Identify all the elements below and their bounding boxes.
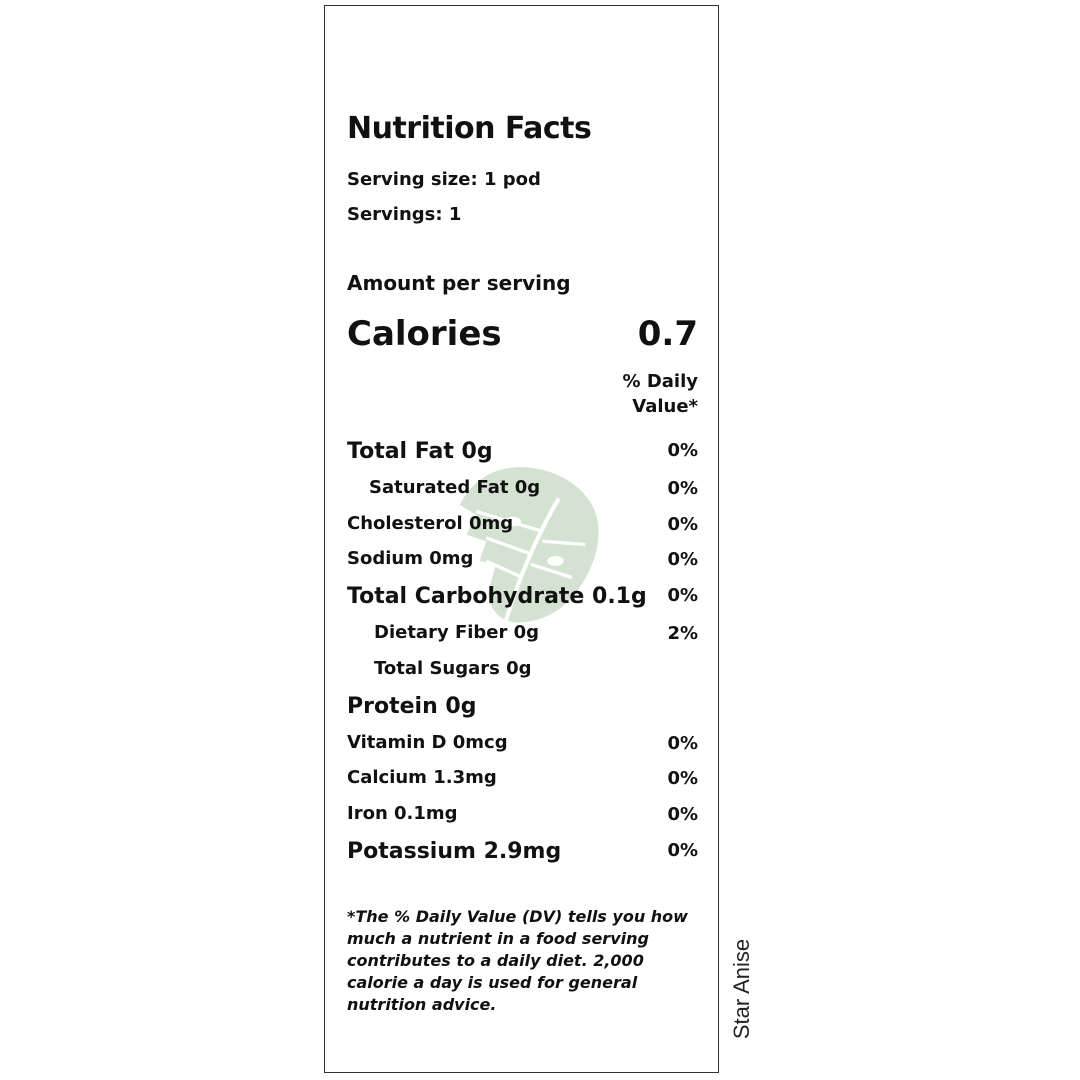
calories-value: 0.7 — [637, 314, 698, 354]
dv-total-fat: 0% — [667, 440, 698, 461]
nutrient-sodium: Sodium 0mg — [347, 548, 474, 569]
nutrient-iron: Iron 0.1mg — [347, 803, 458, 824]
daily-value-header-line1: % Daily — [622, 371, 698, 392]
nutrient-potassium: Potassium 2.9mg — [347, 839, 562, 864]
label-title: Nutrition Facts — [347, 111, 592, 146]
nutrient-saturated-fat: Saturated Fat 0g — [369, 477, 541, 498]
nutrient-vitamin-d: Vitamin D 0mcg — [347, 732, 508, 753]
calories-label: Calories — [347, 314, 502, 354]
amount-per-serving: Amount per serving — [347, 271, 571, 295]
nutrient-cholesterol: Cholesterol 0mg — [347, 513, 514, 534]
nutrition-label — [324, 5, 719, 1073]
dv-cholesterol: 0% — [667, 514, 698, 535]
servings-count: Servings: 1 — [347, 204, 462, 225]
nutrient-total-sugars: Total Sugars 0g — [374, 658, 532, 679]
product-name-label — [730, 930, 754, 1048]
nutrient-dietary-fiber: Dietary Fiber 0g — [374, 622, 540, 643]
nutrient-total-carbohydrate: Total Carbohydrate 0.1g — [347, 584, 647, 609]
daily-value-footnote: *The % Daily Value (DV) tells you how much a nutrient in a food serving contributes to a daily diet. 2,000 calorie a day is used for general nutrition advice. — [347, 907, 688, 1014]
dv-saturated-fat: 0% — [667, 478, 698, 499]
dv-total-carbohydrate: 0% — [667, 585, 698, 606]
dv-sodium: 0% — [667, 549, 698, 570]
nutrient-calcium: Calcium 1.3mg — [347, 767, 497, 788]
nutrient-protein: Protein 0g — [347, 694, 477, 719]
product-name: Star Anise — [729, 938, 754, 1040]
serving-size: Serving size: 1 pod — [347, 169, 541, 190]
dv-calcium: 0% — [667, 768, 698, 789]
daily-value-header-line2: Value* — [632, 396, 698, 417]
dv-potassium: 0% — [667, 840, 698, 861]
dv-vitamin-d: 0% — [667, 733, 698, 754]
dv-iron: 0% — [667, 804, 698, 825]
dv-dietary-fiber: 2% — [667, 623, 698, 644]
daily-value-header — [623, 369, 698, 419]
nutrient-total-fat: Total Fat 0g — [347, 439, 493, 464]
